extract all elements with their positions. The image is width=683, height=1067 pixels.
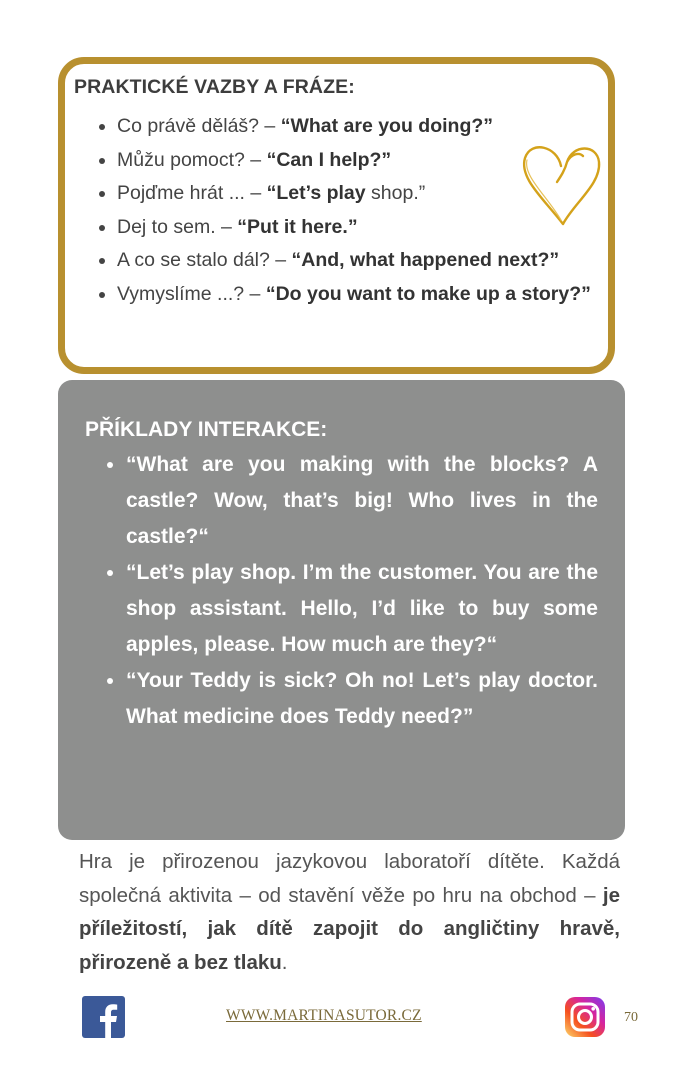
phrases-box (58, 57, 615, 374)
website-link[interactable]: WWW.MARTINASUTOR.CZ (226, 1007, 422, 1024)
phrase-cz: Vymyslíme ...? – (117, 282, 266, 305)
facebook-icon[interactable] (82, 996, 125, 1038)
phrase-cz: Dej to sem. – (117, 215, 238, 238)
body-end: . (281, 950, 288, 974)
phrase-en: “Do you want to make up a (265, 282, 517, 305)
phrase-en: “Let’s play (266, 182, 366, 204)
phrase-cz: Co právě děláš? – (117, 115, 281, 137)
list-item (117, 244, 615, 278)
instagram-icon[interactable] (565, 997, 605, 1037)
interaction-title: PŘÍKLADY INTERAKCE: (85, 418, 328, 441)
phrase-tail: story?” (516, 282, 591, 305)
phrase-cz: A co se stalo dál? – (117, 249, 292, 271)
phrase-en: “And, what happened next?” (291, 249, 560, 271)
interaction-list (100, 447, 598, 735)
interaction-examples-box (58, 380, 625, 840)
phrase-en: “Put it here.” (237, 215, 358, 238)
phrase-en: “What are you doing?” (280, 115, 494, 137)
list-item: • “Your Teddy is sick? Oh no! Let’s play doctor. What medicine does Teddy need?” (126, 663, 598, 735)
phrase-tail: shop.” (365, 182, 426, 204)
body-text: Hra je přirozenou jazykovou laboratoří dítěte. Každá společná aktivita – od stavění věže po hru na obchod – (79, 850, 620, 907)
body-bold-text: je příležitostí, jak dítě zapojit do angličtiny hravě, přirozeně a bez tlaku (79, 883, 620, 974)
heart-icon (517, 136, 607, 232)
body-paragraph (79, 845, 620, 979)
list-item: • “Let’s play shop. I’m the customer. You are the shop assistant. Hello, I’d like to buy some apples, please. How much are they?“ (126, 555, 598, 663)
phrase-cz: Můžu pomoct? – (117, 148, 267, 171)
phrases-title: PRAKTICKÉ VAZBY A FRÁZE: (74, 76, 355, 98)
list-item (117, 278, 615, 312)
list-item: • “What are you making with the blocks? A castle? Wow, that’s big! Who lives in the castle?“ (126, 447, 598, 555)
phrase-cz: Pojďme hrát ... – (117, 182, 267, 204)
phrase-en: “Can I help?” (266, 148, 392, 171)
page-number: 70 (624, 1010, 638, 1025)
